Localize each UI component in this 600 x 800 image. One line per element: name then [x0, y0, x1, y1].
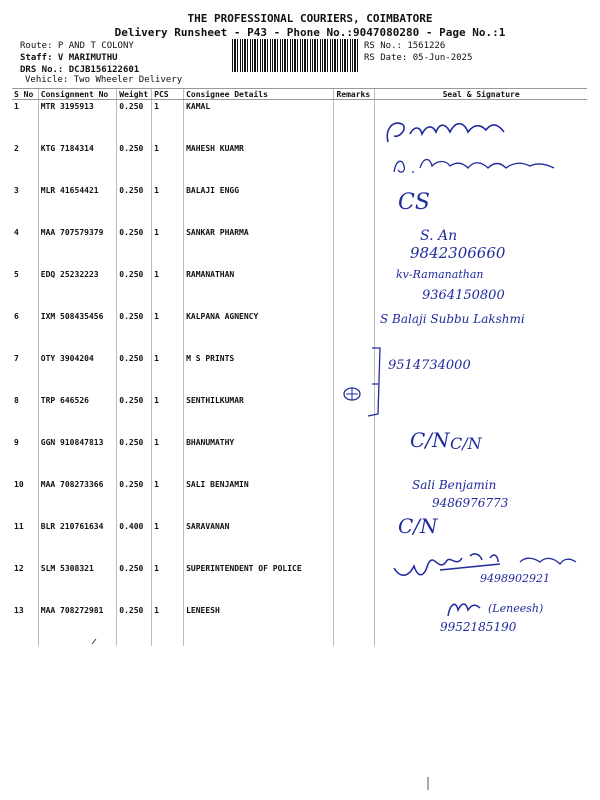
cell-consignment: SLM 5308321 [38, 562, 116, 604]
cell-consignment: MLR 41654421 [38, 184, 116, 226]
cell-consignee: KALPANA AGNENCY [184, 310, 334, 352]
cell-consignment: TRP 646526 [38, 394, 116, 436]
col-header-sno: S No [12, 89, 38, 100]
handwritten-cs: CS [398, 190, 430, 215]
cell-sno: 2 [14, 144, 19, 153]
vehicle-label: Vehicle: Two Wheeler Delivery [25, 75, 183, 85]
cell-weight: 0.250 [117, 268, 152, 310]
table-row [12, 184, 587, 226]
cell-consignment: BLR 210761634 [38, 520, 116, 562]
cell-consignment: MTR 3195913 [38, 100, 116, 143]
cell-remarks [334, 184, 375, 226]
cell-pcs: 1 [152, 268, 184, 310]
cell-consignment: EDQ 25232223 [38, 268, 116, 310]
cell-pcs: 1 [152, 142, 184, 184]
cell-consignee: RAMANATHAN [184, 268, 334, 310]
cell-pcs: 1 [152, 226, 184, 268]
cell-pcs: 1 [152, 562, 184, 604]
cell-consignee: SARAVANAN [184, 520, 334, 562]
handwritten-row13-name: (Leneesh) [488, 602, 544, 615]
cell-consignee: MAHESH KUAMR [184, 142, 334, 184]
bracket-scribble [336, 344, 396, 424]
col-header-consignment: Consignment No [38, 89, 116, 100]
cell-weight: 0.250 [117, 100, 152, 143]
cell-remarks [334, 100, 375, 143]
cell-consignee: BALAJI ENGG [184, 184, 334, 226]
cell-pcs: 1 [152, 352, 184, 394]
cell-consignee: M S PRINTS [184, 352, 334, 394]
cell-sno: 13 [14, 606, 24, 615]
cell-signature [375, 394, 587, 436]
cell-weight: 0.250 [117, 184, 152, 226]
cell-remarks [334, 142, 375, 184]
cell-consignee: SALI BENJAMIN [184, 478, 334, 520]
cell-pcs: 1 [152, 310, 184, 352]
cell-consignment: MAA 708272981 [38, 604, 116, 646]
cell-consignment: IXM 508435456 [38, 310, 116, 352]
cell-weight: 0.250 [117, 226, 152, 268]
rs-number: RS No.: 1561226 [364, 41, 446, 51]
cell-consignee: SANKAR PHARMA [184, 226, 334, 268]
cell-weight: 0.250 [117, 142, 152, 184]
handwritten-row5-phone: 9364150800 [422, 288, 505, 303]
cell-remarks [334, 562, 375, 604]
table-row [12, 352, 587, 394]
col-header-remarks: Remarks [334, 89, 375, 100]
handwritten-row9-cn2: C/N [450, 434, 482, 453]
cell-remarks [334, 478, 375, 520]
cell-sno: 12 [14, 564, 24, 573]
cell-consignee: LENEESH [184, 604, 334, 646]
cell-pcs: 1 [152, 394, 184, 436]
signature-scribble-row2 [390, 150, 560, 180]
cell-consignment: MAA 708273366 [38, 478, 116, 520]
col-header-consignee: Consignee Details [184, 89, 334, 100]
cell-consignment: KTG 7184314 [38, 142, 116, 184]
barcode-icon [232, 39, 360, 72]
cell-weight: 0.250 [117, 604, 152, 646]
cell-weight: 0.250 [117, 478, 152, 520]
col-header-signature: Seal & Signature [375, 89, 587, 100]
cell-consignee: SUPERINTENDENT OF POLICE [184, 562, 334, 604]
cell-pcs: 1 [152, 604, 184, 646]
table-row [12, 436, 587, 478]
cell-consignee: KAMAL [184, 100, 334, 143]
cell-pcs: 1 [152, 184, 184, 226]
cell-consignment: GGN 910847813 [38, 436, 116, 478]
cell-sno: 10 [14, 480, 24, 489]
staff-label: Staff: V MARIMUTHU [20, 53, 118, 63]
cell-consignee: SENTHILKUMAR [184, 394, 334, 436]
runsheet-subtitle: Delivery Runsheet - P43 - Phone No.:9047080280 - Page No.:1 [114, 26, 506, 39]
cell-pcs: 1 [152, 436, 184, 478]
rs-date: RS Date: 05-Jun-2025 [364, 53, 473, 63]
cell-sno: 3 [14, 186, 19, 195]
cell-sno: 4 [14, 228, 19, 237]
handwritten-row5-name: kv-Ramanathan [396, 268, 484, 281]
company-title: THE PROFESSIONAL COURIERS, COIMBATORE [187, 12, 433, 25]
handwritten-row4-phone: 9842306660 [410, 244, 506, 262]
signature-scribble-row13 [444, 596, 484, 620]
handwritten-row10-name: Sali Benjamin [412, 478, 497, 492]
cell-sno: 6 [14, 312, 19, 321]
cell-weight: 0.250 [117, 562, 152, 604]
cell-sno: 9 [14, 438, 19, 447]
cell-weight: 0.250 [117, 310, 152, 352]
handwritten-row11-cn: C/N [398, 514, 438, 538]
route-label: Route: P AND T COLONY [20, 41, 134, 51]
cell-consignment: OTY 3904204 [38, 352, 116, 394]
cell-remarks [334, 520, 375, 562]
handwritten-row9-cn1: C/N [410, 428, 450, 452]
cell-remarks [334, 436, 375, 478]
table-header-row [12, 89, 587, 100]
col-header-pcs: PCS [152, 89, 184, 100]
cell-consignee: BHANUMATHY [184, 436, 334, 478]
handwritten-row10-phone: 9486976773 [432, 496, 509, 510]
handwritten-row12-phone: 9498902921 [480, 572, 550, 585]
cell-pcs: 1 [152, 478, 184, 520]
cell-weight: 0.400 [117, 520, 152, 562]
stray-mark-icon [425, 776, 431, 792]
cell-pcs: 1 [152, 520, 184, 562]
cell-sno: 5 [14, 270, 19, 279]
handwritten-row6-name: S Balaji Subbu Lakshmi [380, 312, 525, 326]
cell-sno: 8 [14, 396, 19, 405]
cell-weight: 0.250 [117, 352, 152, 394]
stray-mark-icon [90, 636, 100, 646]
cell-remarks [334, 226, 375, 268]
signature-scribble-row1 [380, 112, 520, 152]
cell-sno: 1 [14, 102, 19, 111]
cell-remarks [334, 604, 375, 646]
drs-number: DRS No.: DCJB156122601 [20, 65, 140, 75]
cell-weight: 0.250 [117, 436, 152, 478]
handwritten-row4-signature: S. An [420, 228, 458, 244]
handwritten-row7-phone: 9514734000 [388, 358, 471, 373]
cell-sno: 11 [14, 522, 24, 531]
handwritten-row13-phone: 9952185190 [440, 620, 517, 634]
table-row [12, 394, 587, 436]
col-header-weight: Weight [117, 89, 152, 100]
cell-weight: 0.250 [117, 394, 152, 436]
cell-pcs: 1 [152, 100, 184, 143]
cell-remarks [334, 268, 375, 310]
cell-consignment: MAA 707579379 [38, 226, 116, 268]
cell-sno: 7 [14, 354, 19, 363]
